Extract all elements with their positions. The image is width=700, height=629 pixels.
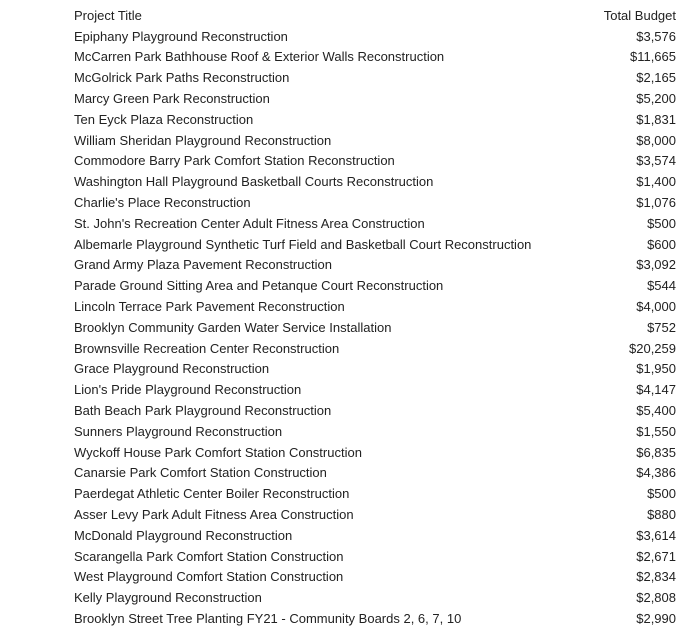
total-budget-cell: $8,000 xyxy=(636,132,676,148)
table-row xyxy=(66,359,678,380)
total-budget-cell: $5,400 xyxy=(636,403,676,419)
table-row xyxy=(66,109,678,130)
table-row xyxy=(66,67,678,88)
project-title-cell: Marcy Green Park Reconstruction xyxy=(74,91,270,107)
total-budget-cell: $5,200 xyxy=(636,91,676,107)
project-title-cell: Brooklyn Community Garden Water Service Installation xyxy=(74,319,392,335)
table-row xyxy=(66,213,678,234)
total-budget-cell: $3,574 xyxy=(636,153,676,169)
project-title-cell: Ten Eyck Plaza Reconstruction xyxy=(74,111,254,127)
table-row xyxy=(66,587,678,608)
table-row xyxy=(66,379,678,400)
project-title-cell: Parade Ground Sitting Area and Petanque Court Reconstruction xyxy=(74,278,444,294)
table-row xyxy=(66,421,678,442)
project-title-cell: William Sheridan Playground Reconstruction xyxy=(74,132,332,148)
table-row xyxy=(66,504,678,525)
total-budget-cell: $500 xyxy=(647,215,676,231)
table-row xyxy=(66,317,678,338)
project-title-cell: Brownsville Recreation Center Reconstruction xyxy=(74,340,340,356)
table-row xyxy=(66,525,678,546)
table-row xyxy=(66,151,678,172)
table-header-row xyxy=(66,5,678,26)
total-budget-cell: $2,165 xyxy=(636,70,676,86)
project-title-cell: Wyckoff House Park Comfort Station Construction xyxy=(74,444,362,460)
total-budget-cell: $1,831 xyxy=(636,111,676,127)
total-budget-cell: $11,665 xyxy=(629,49,676,65)
project-title-cell: Grand Army Plaza Pavement Reconstruction xyxy=(74,257,332,273)
total-budget-cell: $1,550 xyxy=(636,423,676,439)
total-budget-header: Total Budget xyxy=(603,7,676,23)
table-row xyxy=(66,255,678,276)
total-budget-cell: $600 xyxy=(647,236,676,252)
project-title-cell: Brooklyn Street Tree Planting FY21 - Community Boards 2, 6, 7, 10 xyxy=(74,611,462,626)
total-budget-cell: $500 xyxy=(647,486,676,502)
table-row xyxy=(66,608,678,629)
table-row xyxy=(66,171,678,192)
table-row xyxy=(66,400,678,421)
project-title-cell: Lion's Pride Playground Reconstruction xyxy=(74,382,302,398)
total-budget-cell: $2,671 xyxy=(636,548,676,564)
project-title-cell: Sunners Playground Reconstruction xyxy=(74,423,283,439)
total-budget-cell: $880 xyxy=(647,507,676,523)
project-title-cell: West Playground Comfort Station Construction xyxy=(74,569,344,585)
total-budget-cell: $2,990 xyxy=(636,611,676,626)
table-row xyxy=(66,296,678,317)
project-title-cell: Kelly Playground Reconstruction xyxy=(74,590,262,606)
table-row xyxy=(66,192,678,213)
table-row xyxy=(66,130,678,151)
total-budget-cell: $4,147 xyxy=(636,382,676,398)
table-row xyxy=(66,88,678,109)
project-title-cell: McDonald Playground Reconstruction xyxy=(74,527,293,543)
project-title-cell: Commodore Barry Park Comfort Station Reconstruction xyxy=(74,153,395,169)
total-budget-cell: $6,835 xyxy=(636,444,676,460)
project-title-cell: Grace Playground Reconstruction xyxy=(74,361,270,377)
table-row xyxy=(66,47,678,68)
total-budget-cell: $4,386 xyxy=(636,465,676,481)
table-row xyxy=(66,483,678,504)
total-budget-cell: $752 xyxy=(647,319,676,335)
project-title-cell: McCarren Park Bathhouse Roof & Exterior Walls Reconstruction xyxy=(74,49,445,65)
total-budget-cell: $544 xyxy=(647,278,676,294)
project-title-cell: Epiphany Playground Reconstruction xyxy=(74,28,288,44)
project-title-cell: Paerdegat Athletic Center Boiler Reconstruction xyxy=(74,486,350,502)
table-row xyxy=(66,463,678,484)
project-title-cell: Bath Beach Park Playground Reconstruction xyxy=(74,403,332,419)
project-title-cell: Charlie's Place Reconstruction xyxy=(74,195,251,211)
project-title-cell: Lincoln Terrace Park Pavement Reconstruction xyxy=(74,299,345,315)
project-title-cell: Washington Hall Playground Basketball Courts Reconstruction xyxy=(74,174,434,190)
total-budget-cell: $1,950 xyxy=(636,361,676,377)
total-budget-cell: $3,576 xyxy=(636,28,676,44)
total-budget-cell: $3,092 xyxy=(636,257,676,273)
projects-table xyxy=(66,5,678,629)
project-title-cell: St. John's Recreation Center Adult Fitness Area Construction xyxy=(74,215,425,231)
total-budget-cell: $1,076 xyxy=(636,195,676,211)
total-budget-cell: $2,834 xyxy=(636,569,676,585)
table-row xyxy=(66,234,678,255)
project-title-cell: Canarsie Park Comfort Station Construction xyxy=(74,465,327,481)
table-row xyxy=(66,26,678,47)
total-budget-cell: $3,614 xyxy=(636,527,676,543)
project-title-cell: Asser Levy Park Adult Fitness Area Construction xyxy=(74,507,354,523)
total-budget-cell: $2,808 xyxy=(636,590,676,606)
project-title-cell: McGolrick Park Paths Reconstruction xyxy=(74,70,290,86)
table-row xyxy=(66,275,678,296)
table-row xyxy=(66,442,678,463)
project-title-header: Project Title xyxy=(74,7,142,23)
table-row xyxy=(66,338,678,359)
table-row xyxy=(66,546,678,567)
total-budget-cell: $4,000 xyxy=(636,299,676,315)
project-title-cell: Scarangella Park Comfort Station Construction xyxy=(74,548,344,564)
total-budget-cell: $1,400 xyxy=(636,174,676,190)
table-row xyxy=(66,567,678,588)
total-budget-cell: $20,259 xyxy=(629,340,676,356)
project-title-cell: Albemarle Playground Synthetic Turf Field and Basketball Court Reconstruction xyxy=(74,236,532,252)
